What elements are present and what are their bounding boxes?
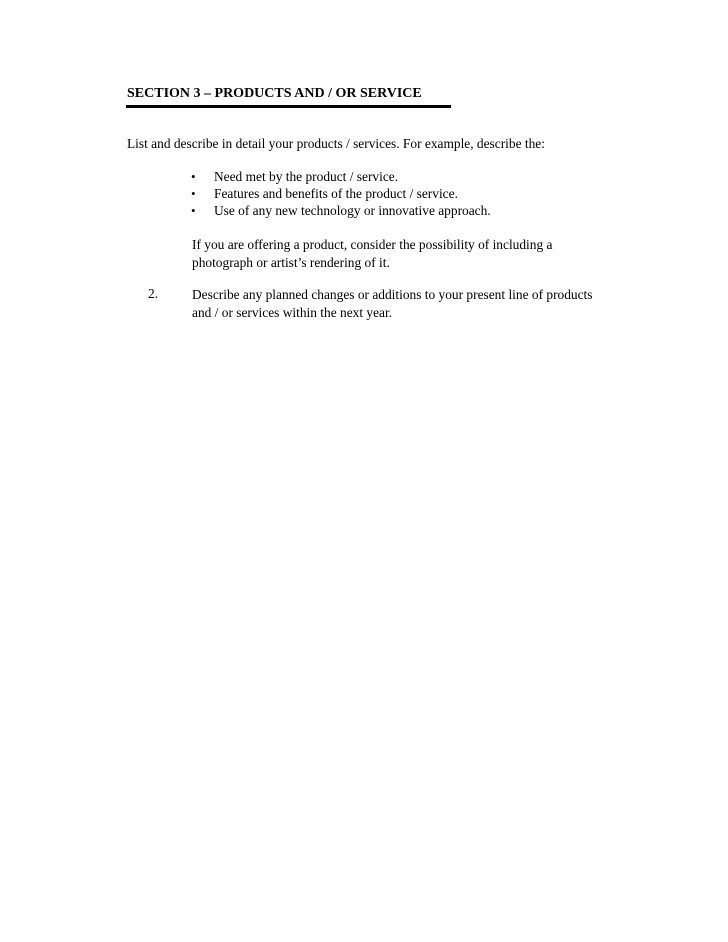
bullet-icon: • <box>191 186 196 201</box>
bullet-list <box>191 168 491 219</box>
note-line-1: If you are offering a product, consider the possibility of including a <box>192 237 553 252</box>
bullet-text: Features and benefits of the product / service. <box>214 186 458 201</box>
note-line-2: photograph or artist’s rendering of it. <box>192 255 390 270</box>
heading-underline <box>126 105 451 108</box>
bullet-item <box>191 202 491 219</box>
intro-text: List and describe in detail your products / services. For example, describe the: <box>127 136 545 151</box>
bullet-item <box>191 185 491 202</box>
question-number: 2. <box>148 286 159 301</box>
bullet-icon: • <box>191 203 196 218</box>
bullet-icon: • <box>191 169 196 184</box>
bullet-text: Need met by the product / service. <box>214 169 399 184</box>
product-photo-note <box>192 236 552 272</box>
question-line-1: Describe any planned changes or additions to your present line of products <box>192 287 593 302</box>
question-text <box>192 286 593 322</box>
bullet-item <box>191 168 491 185</box>
section-heading: SECTION 3 – PRODUCTS AND / OR SERVICE <box>127 86 422 101</box>
bullet-text: Use of any new technology or innovative approach. <box>214 203 491 218</box>
question-line-2: and / or services within the next year. <box>192 305 393 320</box>
